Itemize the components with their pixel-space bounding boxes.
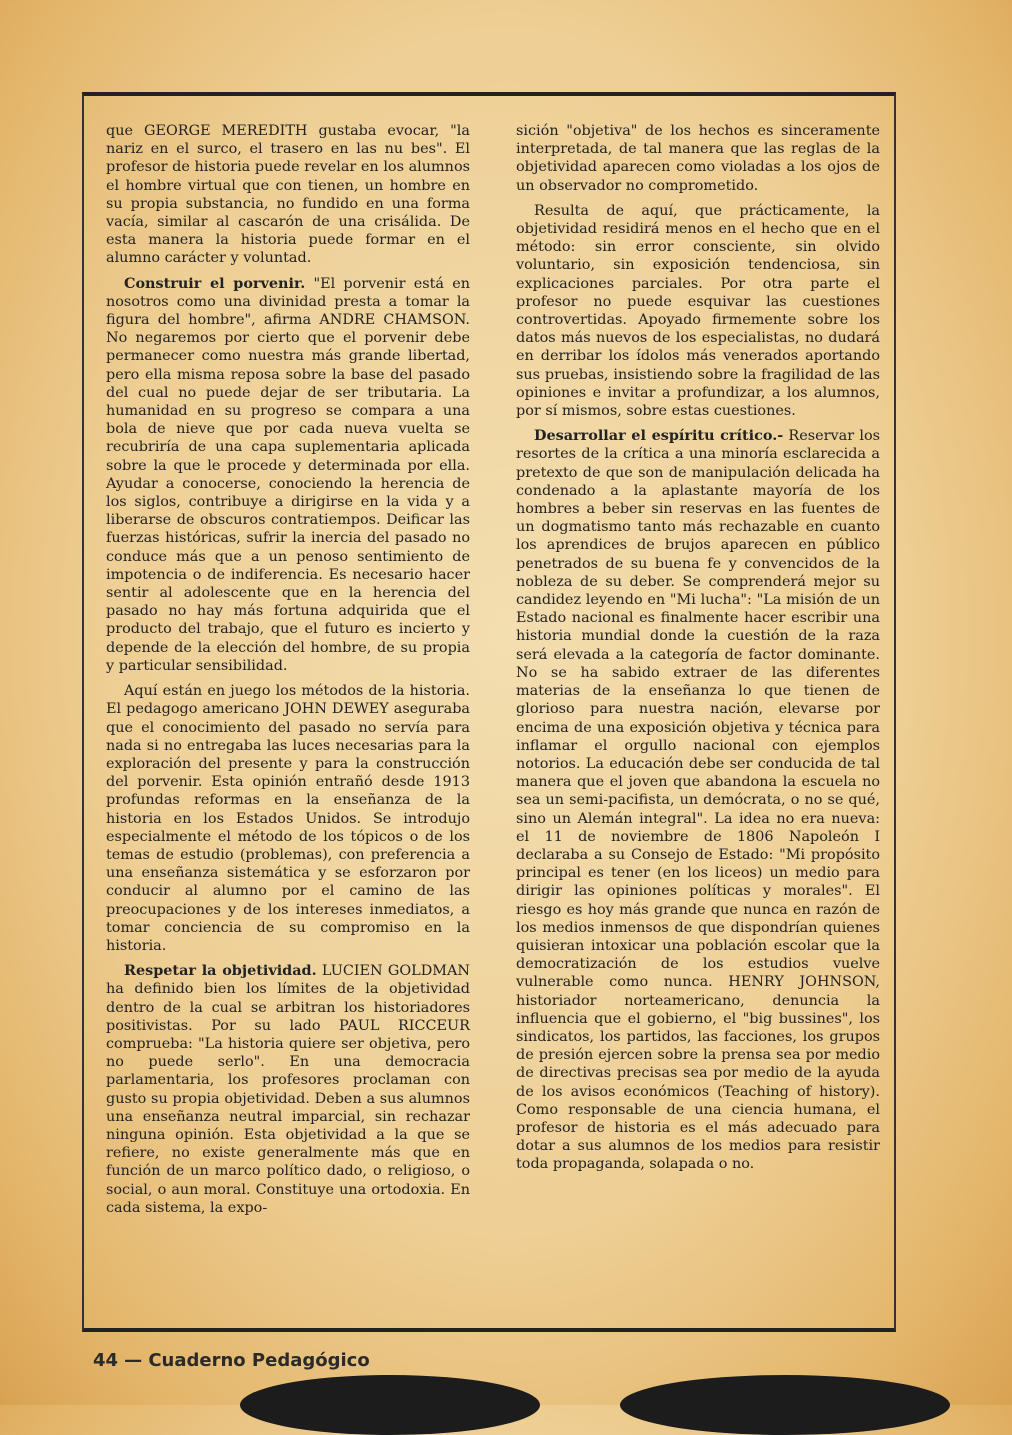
page-frame (82, 92, 896, 1332)
paragraph-text: Reservar los resortes de la crítica a una minoría esclarecida a pretexto de que son de manipulación delicada ha condenado a la aplastante mayoría de los hombres a beber sin reservas en las fuentes de un dogmatismo tanto más rechazable en cuanto los aprendices de brujos aparecen en público penetrados de su buena fe y convencidos de la nobleza de su deber. Se comprenderá mejor su candidez leyendo en "Mi lucha": "La misión de un Estado nacional es finalmente hacer escribir una historia mundial donde la cuestión de la raza será elevada a la categoría de factor dominante. No se ha sabido extraer de las diferentes materias de la enseñanza lo que tienen de glorioso para nuestra nación, elevarse por encima de una exposición objetiva y técnica para inflamar el orgullo nacional con ejemplos notorios. La educación debe ser conducida de tal manera que el joven que abandona la escuela no sea un semi-pacifista, un demócrata, o no se qué, sino un Alemán integral". La idea no era nueva: el 11 de noviembre de 1806 Napoleón I declaraba a su Consejo de Estado: "Mi propósito principal es tener (en los liceos) un medio para dirigir las opiniones políticas y morales". El riesgo es hoy más grande que nunca en razón de los medios inmensos de que dispondrían quienes quisieran intoxicar una población escolar que la democratización de los estudios vuelve vulnerable como nunca. HENRY JOHNSON, historiador norteamericano, denuncia la influencia que el gobierno, el "big bussines", los sindicatos, los partidos, las facciones, los grupos de presión ejercen sobre la prensa sea por medio de directivas precisas sea por medio de la ayuda de los avisos económicos (Teaching of history). Como responsable de una ciencia humana, el profesor de historia es el más adecuado para dotar a sus alumnos de los medios para resistir toda propaganda, solapada o no. (516, 428, 881, 1173)
paragraph-text: LUCIEN GOLDMAN ha definido bien los límites de la objetividad dentro de la cual se arbitran los historiadores positivistas. Por su lado PAUL RICCEUR comprueba: "La historia quiere ser objetiva, pero no puede serlo". En una democracia parlamentaria, los profesores proclaman con gusto su propia objetividad. Deben a sus alumnos una enseñanza neutral imparcial, sin rechazar ninguna opinión. Esta objetividad a la que se refiere, no existe generalmente más que en función de un marco político dado, o religioso, o social, o aun moral. Constituye una ortodoxia. En cada sistema, la expo- (106, 963, 470, 1216)
paragraph: que GEORGE MEREDITH gustaba evocar, "la nariz en el surco, el trasero en las nu bes". El profesor de historia puede revelar en los alumnos el hombre virtual que con tienen, un hombre en su propia substancia, no fundido en una forma vacía, similar al cascarón de una crisálida. De esta manera la historia puede formar en el alumno carácter y voluntad. (106, 123, 470, 267)
paragraph (106, 275, 470, 675)
paragraph (106, 962, 470, 1217)
paragraph: sición "objetiva" de los hechos es sinceramente interpretada, de tal manera que las reglas de la objetividad aparecen como violadas a los ojos de un observador no comprometido. (516, 123, 880, 194)
section-heading: Desarrollar el espíritu crítico.- (534, 427, 784, 445)
section-heading: Construir el porvenir. (124, 274, 306, 292)
section-heading: Respetar la objetividad. (124, 962, 317, 980)
paragraph (516, 427, 880, 1173)
paragraph: Aquí están en juego los métodos de la historia. El pedagogo americano JOHN DEWEY aseguraba que el conocimiento del pasado no servía para nada si no entregaba las luces necesarias para la exploración del presente y para la construcción del porvenir. Esta opinión entrañó desde 1913 profundas reformas en la enseñanza de la historia en los Estados Unidos. Se introdujo especialmente el método de los tópicos o de los temas de estudio (problemas), con preferencia a una enseñanza sistemática y se esforzaron por conducir al alumno por el camino de las preocupaciones y de los intereses inmediatos, a tomar conciencia de su compromiso en la historia. (106, 683, 470, 954)
left-column (106, 122, 470, 1224)
ink-stain (620, 1375, 950, 1435)
ink-stain (240, 1375, 540, 1435)
page-number: 44 (93, 1350, 119, 1371)
publication-title: — Cuaderno Pedagógico (124, 1350, 370, 1371)
paragraph-text: "El porvenir está en nosotros como una divinidad presta a tomar la figura del hombre", afirma ANDRE CHAMSON. No negaremos por cierto que el porvenir debe permanecer como nuestra más grande libertad, pero ella misma reposa sobre la base del pasado del cual no puede dejar de ser tributaria. La humanidad en su progreso se compara a una bola de nieve que por cada nueva vuelta se recubriría de una capa suplementaria aplicada sobre la que le procede y determinada por ella. Ayudar a conocerse, conociendo la herencia de los siglos, contribuye a dirigirse en la vida y a liberarse de obscuros contratiempos. Deificar las fuerzas históricas, sufrir la inercia del pasado no conduce más que a un penoso sentimiento de impotencia o de indiferencia. Es necesario hacer sentir al adolescente que en la herencia del pasado no hay más fortuna adquirida que el producto del trabajo, que el futuro es incierto y depende de la elección del hombre, de su propia y particular sensibilidad. (106, 275, 471, 674)
right-column (516, 122, 880, 1181)
page-footer (93, 1350, 370, 1371)
paragraph: Resulta de aquí, que prácticamente, la objetividad residirá menos en el hecho que en el método: sin error consciente, sin olvido voluntario, sin exposición tendenciosa, sin explicaciones parciales. Por otra parte el profesor no puede esquivar las cuestiones controvertidas. Apoyado firmemente sobre los datos más nuevos de los especialistas, no dudará en derribar los ídolos más venerados aportando sus pruebas, insistiendo sobre la fragilidad de las opiniones e invitar a profundizar, a los alumnos, por sí mismos, sobre estas cuestiones. (516, 202, 880, 420)
